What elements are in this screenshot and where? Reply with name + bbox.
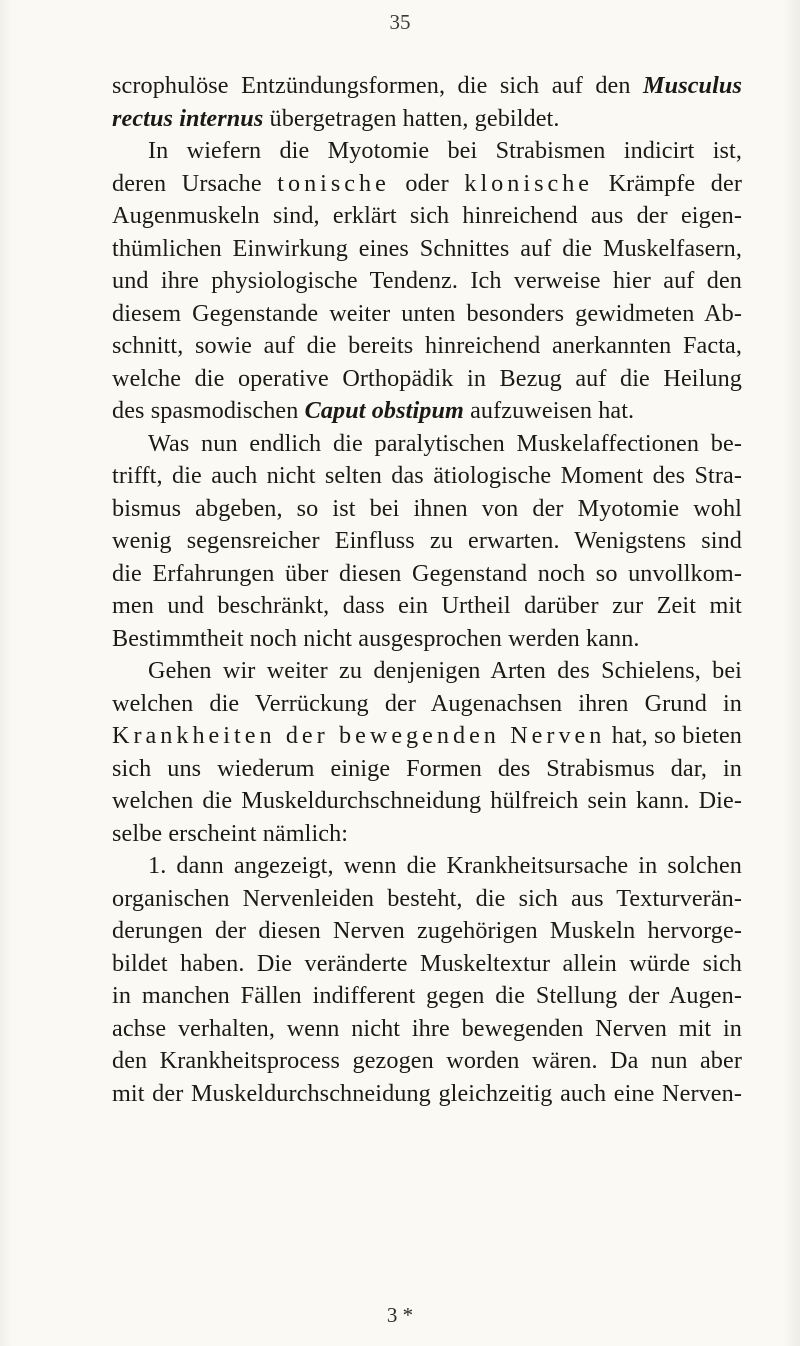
text-run: 1. dann angezeigt, wenn die Krankheitsursache in solchen [148,852,742,879]
text-line [112,493,742,526]
page-edge-shadow [782,0,800,1346]
text-run: welchen die Muskeldurchschneidung hülfreich sein kann. Die- [112,787,742,814]
text-run: deren Ursache [112,169,278,197]
text-run: Bestimmtheit noch nicht ausgesprochen werden kann. [112,624,640,652]
text-run: mit der Muskeldurchschneidung gleichzeitig auch eine Nerven- [112,1079,742,1107]
text-run: sich uns wiederum einige Formen des Strabismus dar, in [112,754,742,782]
text-run: den Krankheitsprocess gezogen worden wären. Da nun aber [112,1047,742,1074]
text-line [112,948,742,981]
text-line [112,233,742,266]
text-run: scrophulöse Entzündungsformen, die sich auf den [112,72,644,99]
text-line [112,103,742,136]
text-line [112,558,742,591]
page-number: 35 [389,10,411,34]
text-run: Augenmuskeln sind, erklärt sich hinreichend aus der eigen- [112,202,742,229]
text-line [112,980,742,1013]
spaced-emphasis: Krankheiten der bewegenden Nerven [112,722,606,749]
text-line [112,298,742,331]
text-run: Was nun endlich die paralytischen Muskelaffectionen be- [148,429,742,457]
text-line [112,720,742,753]
text-run: die Erfahrungen über diesen Gegenstand noch so unvollkom- [112,559,742,587]
text-run: in manchen Fällen indifferent gegen die Stellung der Augen- [112,982,742,1009]
text-run: Gehen wir weiter zu denjenigen Arten des Schielens, bei [148,657,742,684]
text-run: bildet haben. Die veränderte Muskeltextur allein würde sich [112,949,742,977]
text-line [112,655,742,688]
text-run: aufzuweisen hat. [463,397,635,424]
text-run: und ihre physiologische Tendenz. Ich verweise hier auf den [112,267,742,294]
text-run: organischen Nervenleiden besteht, die sich aus Texturverän- [112,884,742,912]
text-line [112,850,742,883]
text-run: In wiefern die Myotomie bei Strabismen indicirt ist, [148,137,742,164]
text-line [112,818,742,851]
text-run: übergetragen hatten, gebildet. [263,104,560,132]
text-line [112,915,742,948]
page-gutter-shadow [0,0,12,1346]
text-run: welchen die Verrückung der Augenachsen ihren Grund in [112,689,742,717]
text-run: diesem Gegenstande weiter unten besonders gewidmeten Ab- [112,299,742,327]
text-line [112,70,742,103]
text-run: selbe erscheint nämlich: [112,819,349,847]
text-line [112,330,742,363]
text-run: schnitt, sowie auf die bereits hinreichend anerkannten Facta, [112,332,742,359]
text-line [112,623,742,656]
italic-term: Musculus [643,72,742,99]
text-run: hat, so bieten [605,722,742,749]
spaced-emphasis: klonische [464,169,594,197]
text-line [112,785,742,818]
text-run: bismus abgeben, so ist bei ihnen von der Myotomie wohl [112,494,742,522]
text-line [112,460,742,493]
text-line [112,753,742,786]
text-run: wenig segensreicher Einfluss zu erwarten. Wenigstens sind [112,527,742,554]
text-line [112,395,742,428]
text-line [112,688,742,721]
italic-term: Caput obstipum [304,397,464,424]
text-run: trifft, die auch nicht selten das ätiologische Moment des Stra- [112,462,742,489]
text-run: thümlichen Einwirkung eines Schnittes auf die Muskelfasern, [112,234,742,262]
text-run: des spasmodischen [112,397,305,424]
text-run: men und beschränkt, dass ein Urtheil darüber zur Zeit mit [112,592,742,619]
spaced-emphasis: tonische [277,169,390,197]
text-line [112,1013,742,1046]
text-run: derungen der diesen Nerven zugehörigen Muskeln hervorge- [112,917,742,944]
text-line [112,525,742,558]
text-run: welche die operative Orthopädik in Bezug auf die Heilung [112,364,742,392]
printer-signature: 3 * [386,1303,414,1327]
text-line [112,428,742,461]
text-line [112,590,742,623]
text-run: Krämpfe der [593,169,742,197]
text-line [112,883,742,916]
text-line [112,135,742,168]
text-line [112,168,742,201]
body-text [112,70,742,1110]
text-run: achse verhalten, wenn nicht ihre bewegenden Nerven mit in [112,1014,742,1042]
text-run: oder [389,169,465,197]
text-line [112,200,742,233]
italic-term: rectus internus [112,104,264,132]
text-line [112,1078,742,1111]
text-line [112,265,742,298]
text-line [112,363,742,396]
text-line [112,1045,742,1078]
